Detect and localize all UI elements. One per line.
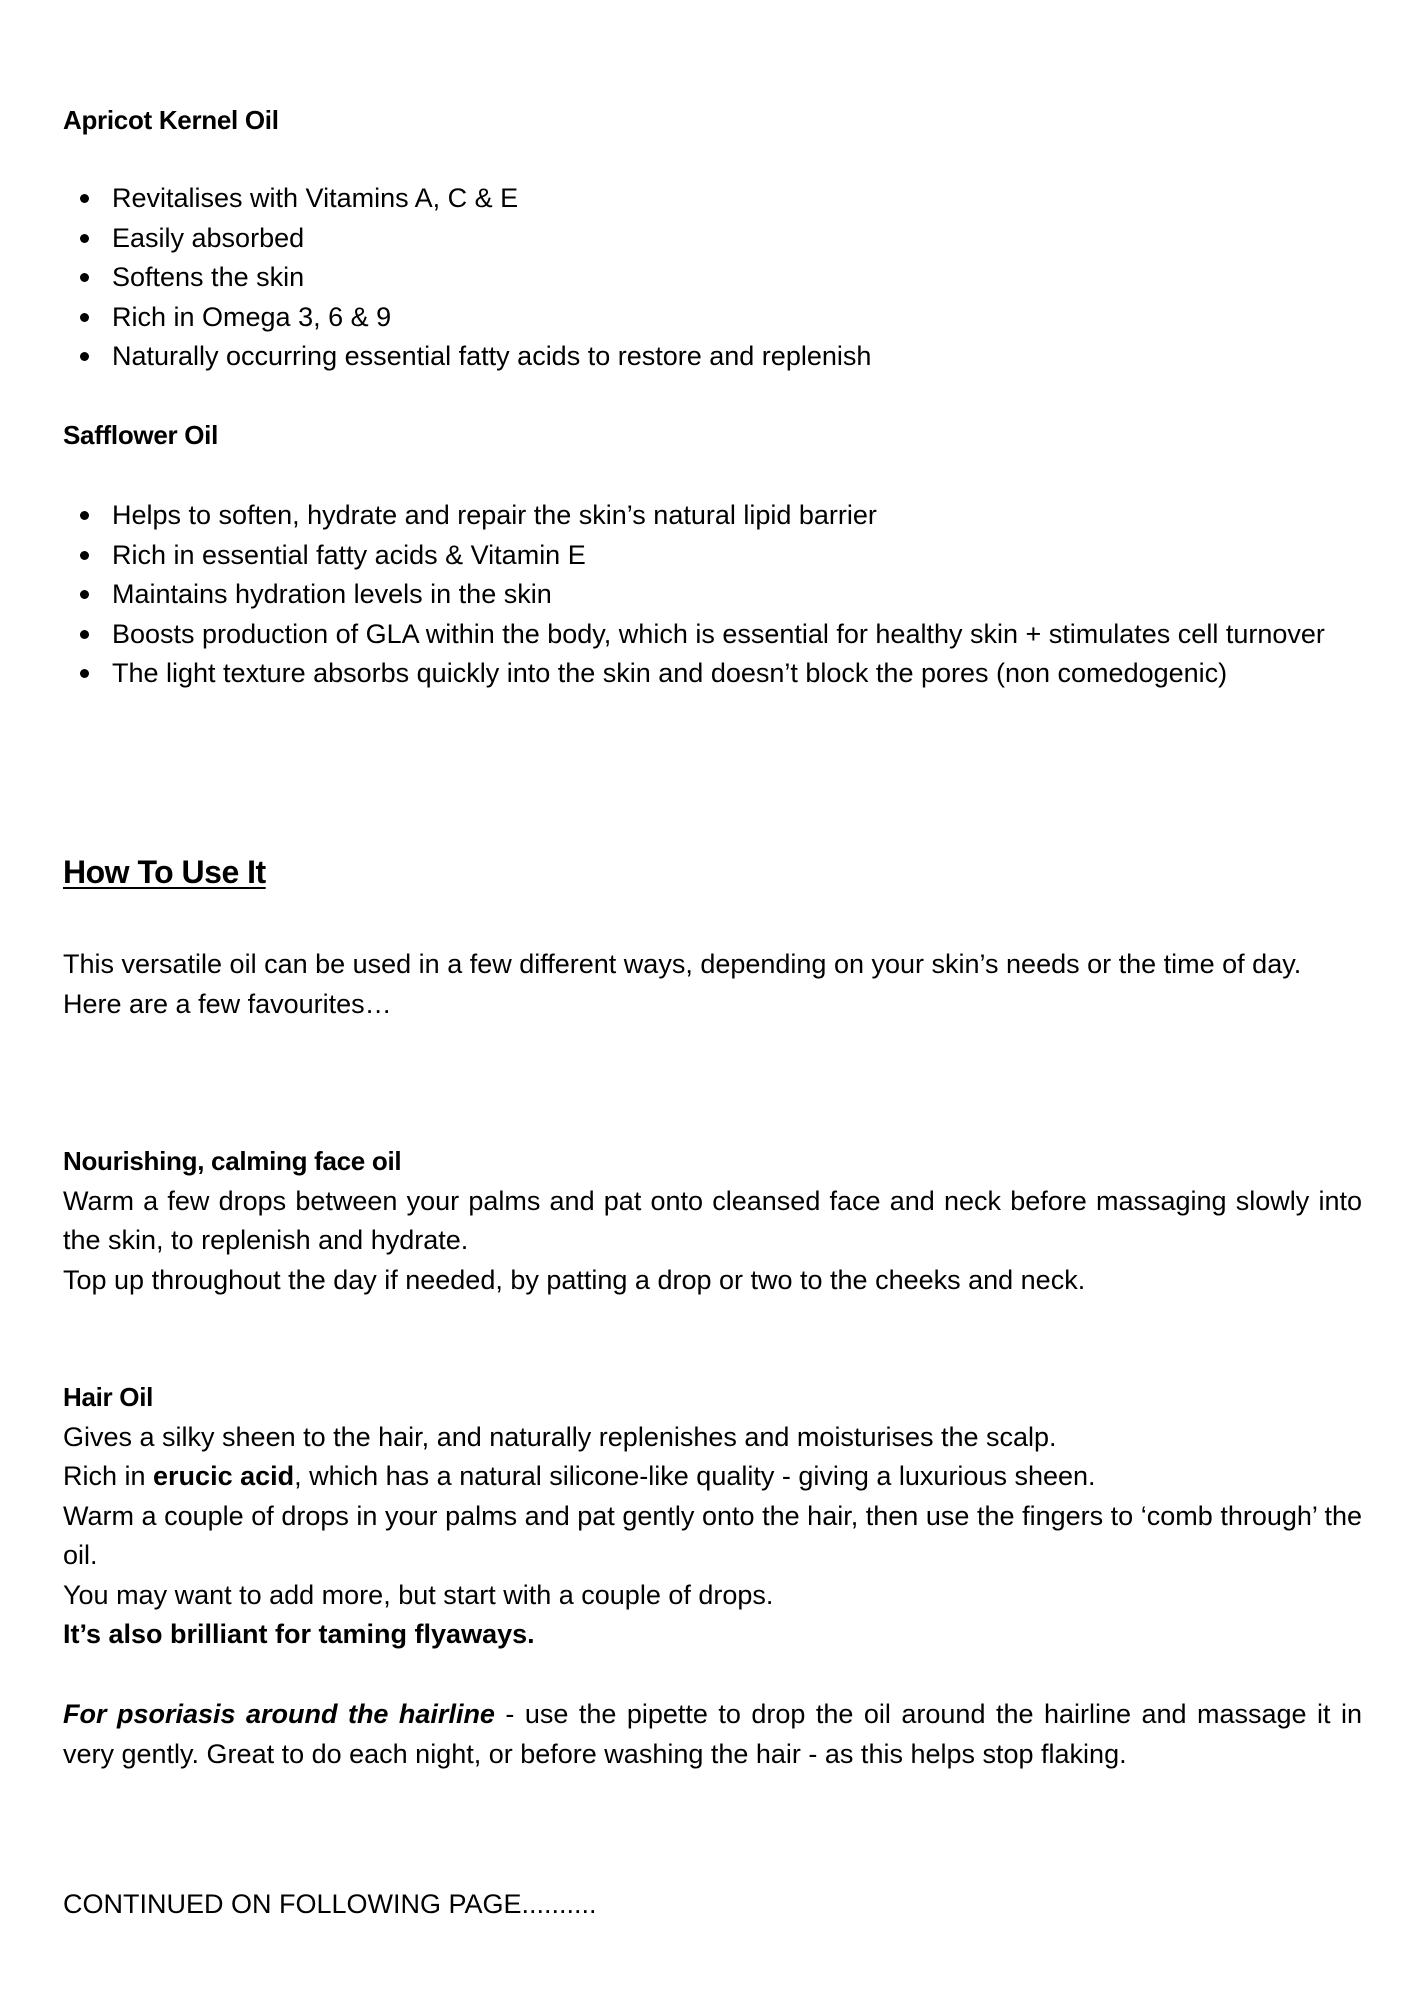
list-item	[63, 654, 1362, 694]
list-item-text: Rich in essential fatty acids & Vitamin E	[112, 539, 586, 570]
bullet-icon	[80, 511, 89, 520]
list-item-text: Boosts production of GLA within the body, which is essential for healthy skin + stimulates cell turnover	[112, 618, 1325, 649]
list-item	[63, 337, 1362, 377]
erucic-acid-emphasis: erucic acid	[153, 1461, 295, 1491]
hair-oil-line	[63, 1457, 1362, 1497]
face-oil-paragraph: Warm a few drops between your palms and pat onto cleansed face and neck before massaging slowly into the skin, to replenish and hydrate.	[63, 1185, 1362, 1255]
list-item	[63, 258, 1362, 298]
psoriasis-lead: For psoriasis around the hairline	[63, 1699, 495, 1729]
bullet-icon	[80, 273, 89, 282]
how-to-use-heading: How To Use It	[63, 854, 266, 890]
list-item-text: Revitalises with Vitamins A, C & E	[112, 183, 519, 213]
list-item-text: Maintains hydration levels in the skin	[112, 579, 552, 609]
hair-oil-section	[63, 1378, 1362, 1655]
list-item	[63, 298, 1362, 338]
flyaways-emphasis: It’s also brilliant for taming flyaways.	[63, 1619, 535, 1649]
bullet-icon	[80, 551, 89, 560]
bullet-icon	[80, 352, 89, 361]
list-item	[63, 536, 1362, 576]
intro-paragraph: This versatile oil can be used in a few different ways, depending on your skin’s needs or the time of day.	[63, 949, 1302, 979]
intro-favourites: Here are a few favourites…	[63, 988, 392, 1019]
list-item-text: Rich in Omega 3, 6 & 9	[112, 301, 392, 332]
text-run: Rich in	[63, 1461, 154, 1491]
list-item	[63, 575, 1362, 615]
list-item-text: Easily absorbed	[112, 222, 305, 253]
bullet-icon	[80, 313, 89, 322]
list-item	[63, 615, 1362, 655]
bullet-icon	[80, 669, 89, 678]
hair-oil-line: Warm a couple of drops in your palms and pat gently onto the hair, then use the fingers to ‘comb through’ the oil.	[63, 1500, 1362, 1570]
safflower-benefits-list	[63, 496, 1362, 694]
list-item	[63, 219, 1362, 259]
list-item-text: Naturally occurring essential fatty acids to restore and replenish	[112, 341, 872, 371]
hair-oil-line: Gives a silky sheen to the hair, and naturally replenishes and moisturises the scalp.	[63, 1421, 1057, 1452]
apricot-benefits-list	[63, 179, 1362, 377]
bullet-icon	[80, 630, 89, 639]
list-item-text: The light texture absorbs quickly into the skin and doesn’t block the pores (non comedogenic)	[112, 658, 1228, 688]
list-item-text: Softens the skin	[112, 262, 305, 292]
text-run: - use the pipette to drop the oil around the hairline and massage it in very gently. Great to do each night, or before washing the hair - as this helps stop flaking.	[63, 1699, 1362, 1769]
list-item-text: Helps to soften, hydrate and repair the skin’s natural lipid barrier	[112, 500, 877, 530]
how-to-use-intro	[63, 945, 1362, 1024]
safflower-heading: Safflower Oil	[63, 420, 219, 450]
psoriasis-section	[63, 1695, 1362, 1774]
continued-note: CONTINUED ON FOLLOWING PAGE..........	[63, 1889, 597, 1919]
face-oil-heading: Nourishing, calming face oil	[63, 1146, 402, 1176]
hair-oil-line: You may want to add more, but start with a couple of drops.	[63, 1579, 774, 1610]
face-oil-topup: Top up throughout the day if needed, by patting a drop or two to the cheeks and neck.	[63, 1264, 1086, 1295]
bullet-icon	[80, 194, 89, 203]
list-item	[63, 179, 1362, 219]
face-oil-section	[63, 1142, 1362, 1300]
psoriasis-paragraph	[63, 1695, 1362, 1774]
list-item	[63, 496, 1362, 536]
bullet-icon	[80, 234, 89, 243]
apricot-heading: Apricot Kernel Oil	[63, 105, 279, 135]
text-run: , which has a natural silicone-like quality - giving a luxurious sheen.	[294, 1461, 1096, 1491]
bullet-icon	[80, 590, 89, 599]
hair-oil-heading: Hair Oil	[63, 1382, 154, 1412]
